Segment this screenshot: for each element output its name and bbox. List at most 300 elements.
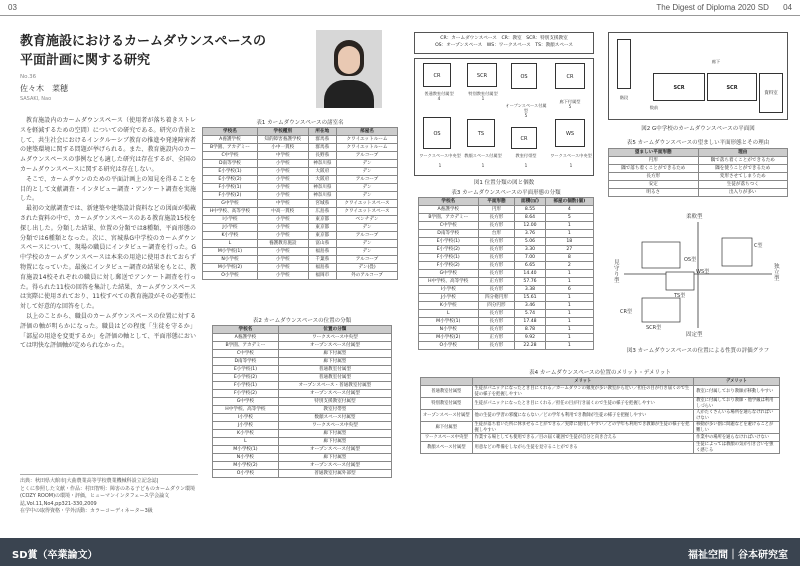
table5 bbox=[608, 148, 788, 197]
table-cell: 4 bbox=[545, 206, 593, 214]
table-header-cell: 学校種別 bbox=[257, 128, 308, 136]
table-cell: E小学校(1) bbox=[213, 366, 279, 374]
table-cell: 神奈川県 bbox=[308, 192, 336, 200]
paragraph: 最初の文献調査では、新建築や建築設計資料などの図面が掲載された資料の中で、カームダウンスペースのある教育施設15校を探し出した。分類した結果、位置の分類では8種類、平面形態の分類では6種類となった。次に、宮城県G中学校のカームダウンスペースについて、現場の職員にインタビュー調査を行った。G中学校のカームダウンスペースは本来の用途に使用されておらず物置になっていた。最後にインタビュー調査の結果をもとに、教育施設14校それぞれの職員に対し郵送でアンケート調査を行った。得られた11校の回答を集計した結果、カームダウンスペースは実際に使用されており、11校すべての教育施設がその必要性に対して好意的な回答をした。 bbox=[20, 205, 196, 311]
table-cell: G中学校 bbox=[203, 200, 258, 208]
table-cell: F小学校(1) bbox=[419, 254, 479, 262]
table-cell: 小学校 bbox=[257, 216, 308, 224]
table-cell: H中学校、高等学校 bbox=[213, 406, 279, 414]
table-cell: J小学校 bbox=[419, 294, 479, 302]
table-row bbox=[203, 264, 398, 272]
table-cell: 特別支援教室付属型 bbox=[278, 398, 391, 406]
table-cell: N小学校 bbox=[213, 454, 279, 462]
author-name: 佐々木 菜穂 bbox=[20, 84, 68, 93]
table-cell: D南等学校 bbox=[419, 230, 479, 238]
table-cell: ベンチデン bbox=[336, 216, 397, 224]
room-cr: CR bbox=[511, 127, 537, 149]
marker-label: TS型 bbox=[674, 293, 686, 299]
table-row bbox=[203, 224, 398, 232]
table-cell: デン bbox=[336, 184, 397, 192]
figure1-legend bbox=[414, 32, 594, 54]
table-cell: 正方形 bbox=[478, 278, 515, 286]
table-cell: A養護学校 bbox=[419, 206, 479, 214]
table-header-cell: 望ましい平面形態 bbox=[609, 149, 699, 157]
table-cell: 四分円形 bbox=[478, 302, 515, 310]
table-cell: 東京都 bbox=[308, 216, 336, 224]
table-cell: 知的障害養護学校 bbox=[257, 136, 308, 144]
table-cell: オープンスペース付属型 bbox=[278, 390, 391, 398]
table-row bbox=[419, 334, 594, 342]
table-cell: 出入りが多い bbox=[698, 189, 788, 197]
table-cell: 長方形 bbox=[478, 246, 515, 254]
table-row bbox=[421, 386, 780, 398]
corridor-label: 廊下 bbox=[711, 59, 721, 64]
table-cell: 長方形 bbox=[478, 286, 515, 294]
table-cell: G中学校 bbox=[419, 270, 479, 278]
table-row bbox=[419, 278, 594, 286]
table-row bbox=[213, 414, 392, 422]
author-photo bbox=[316, 30, 382, 108]
table-cell: 3.46 bbox=[515, 302, 545, 310]
table-cell: 神奈川県 bbox=[308, 184, 336, 192]
table-cell: 普通教室付属型 bbox=[278, 366, 391, 374]
table-row bbox=[421, 410, 780, 422]
table-cell: オープンスペース付属型 bbox=[278, 462, 391, 470]
table-cell: 生徒がパニックになったとき目にくれる／担任の目が行き届くので生徒の様子を把握しやすい bbox=[472, 398, 694, 410]
table-row bbox=[203, 216, 398, 224]
journal-title bbox=[656, 3, 792, 12]
table-cell: 長方形 bbox=[478, 262, 515, 270]
table-cell: 1 bbox=[545, 334, 593, 342]
table-row bbox=[203, 208, 398, 216]
table-cell: 東京都 bbox=[308, 224, 336, 232]
article-title bbox=[20, 32, 310, 70]
table-cell: N小学校 bbox=[203, 256, 258, 264]
table-cell: 廊下付属型 bbox=[278, 350, 391, 358]
table-row bbox=[419, 294, 594, 302]
table-row bbox=[421, 398, 780, 410]
table-row bbox=[213, 366, 392, 374]
table-cell: 1 bbox=[545, 302, 593, 310]
table-cell: 15.61 bbox=[515, 294, 545, 302]
table-cell: 廊下付属型 bbox=[278, 358, 391, 366]
table-cell: 14.40 bbox=[515, 270, 545, 278]
table-cell: 円形 bbox=[609, 157, 699, 165]
table-row bbox=[609, 181, 788, 189]
table-row bbox=[213, 350, 392, 358]
table-cell: 12.00 bbox=[515, 222, 545, 230]
note: とくに参照した文献・作品：村田智明：障害のある子どものカームダウン環境(COZY ROOM)の環境・評価，ヒューマンインタフェース学会論文誌,Vol.11,No4,pp321-330,2009 bbox=[20, 485, 196, 507]
table-cell: 特別教室付属型 bbox=[421, 398, 473, 410]
table-row bbox=[213, 358, 392, 366]
room-scr: SCR bbox=[467, 63, 497, 87]
table4 bbox=[420, 377, 780, 454]
axis-top-label: 柔軟型 bbox=[686, 214, 703, 220]
room-scr: SCR bbox=[653, 73, 705, 101]
table-row bbox=[213, 422, 392, 430]
block-label: 教顔スペース付属型 bbox=[464, 153, 502, 158]
table-cell: 教顔スペース付属型 bbox=[421, 442, 473, 454]
table-cell: 8.78 bbox=[515, 326, 545, 334]
table-cell: 他の生徒の学習の邪魔にならない／どの学年も利用でき教師が生徒の様子を把握しやすい bbox=[472, 410, 694, 422]
table-row bbox=[213, 398, 392, 406]
table-cell: 小学校 bbox=[257, 160, 308, 168]
table-row bbox=[421, 442, 780, 454]
table-cell: 長方形 bbox=[478, 270, 515, 278]
table-cell: 廊下付属型 bbox=[278, 438, 391, 446]
block-label: 特別教室付属型 bbox=[468, 91, 498, 96]
table-cell: 1 bbox=[545, 294, 593, 302]
table-cell: 22.28 bbox=[515, 342, 545, 350]
table-header-cell: 位置の分類 bbox=[278, 326, 391, 334]
table-row bbox=[213, 438, 392, 446]
table-header-cell: 学校名 bbox=[203, 128, 258, 136]
article-number: No.36 bbox=[20, 74, 37, 80]
table-cell: ワークスペース中央型 bbox=[278, 422, 391, 430]
table-row bbox=[419, 326, 594, 334]
table-cell: E小学校(1) bbox=[203, 168, 258, 176]
table-cell: クワイエットルーム bbox=[336, 144, 397, 152]
table-cell: 用意などの準備をしながら生徒を見守ることができる bbox=[472, 442, 694, 454]
table-row bbox=[203, 136, 398, 144]
marker-label: C型 bbox=[754, 243, 763, 249]
legend-line: OS：オープンスペース WS：ワークスペース TS：教顔スペース bbox=[435, 43, 573, 48]
front-label: 数前 bbox=[649, 105, 659, 110]
table-cell: 小学校 bbox=[257, 256, 308, 264]
table-cell: C中学校 bbox=[213, 350, 279, 358]
table-cell: デン(畳) bbox=[336, 264, 397, 272]
table-cell: 教室付帯型 bbox=[278, 406, 391, 414]
table-row bbox=[203, 192, 398, 200]
table-cell: 57.76 bbox=[515, 278, 545, 286]
table-cell: 作業する場としても使用できる／目の届く範囲で生徒が自分と向き合える bbox=[472, 434, 694, 442]
table5-caption: 表5 カームダウンスペースの望ましい平面形態とその理由 bbox=[626, 140, 770, 146]
table-cell: 長方形 bbox=[478, 222, 515, 230]
figure2-floorplan bbox=[608, 32, 788, 120]
table-cell: 明るさ bbox=[609, 189, 699, 197]
note: 在学中の取得資格・学外活動：カラーコーディネーター3級 bbox=[20, 508, 153, 514]
table-cell: C中学校 bbox=[419, 222, 479, 230]
table-row bbox=[419, 262, 594, 270]
table-cell: 5 bbox=[545, 214, 593, 222]
table-cell: F小学校(1) bbox=[213, 382, 279, 390]
table-cell: 長方形 bbox=[478, 310, 515, 318]
table-cell: 生徒が落ちつく bbox=[698, 181, 788, 189]
table-header-cell bbox=[421, 378, 473, 386]
table-cell: 外のアルコーブ bbox=[336, 272, 397, 280]
table-cell: 小学校 bbox=[257, 184, 308, 192]
room-cr: CR bbox=[423, 63, 451, 87]
stair-label: 階段 bbox=[619, 95, 629, 100]
table-row bbox=[203, 160, 398, 168]
table-cell: 長方形 bbox=[478, 214, 515, 222]
block-count: 1 bbox=[524, 163, 528, 168]
table-cell: 普通教室付属外部型 bbox=[278, 470, 391, 478]
block-label: オープンスペース付属型 bbox=[505, 103, 547, 113]
table-cell: 18 bbox=[545, 238, 593, 246]
table-cell: クワイエットルーム bbox=[336, 136, 397, 144]
table-cell: 生徒がパニックになったとき目にくれる／カームダウンの頻度が多い教室から近い／担任の目が行き届くので生徒の様子を把握しやすい bbox=[472, 386, 694, 398]
table-cell: 8 bbox=[545, 254, 593, 262]
block-count: 5 bbox=[524, 113, 528, 118]
table-cell: 神奈川県 bbox=[308, 160, 336, 168]
axis-bottom-label: 固定型 bbox=[686, 332, 703, 338]
table-cell: M小学校(2) bbox=[419, 334, 479, 342]
table-header-cell: 面積(㎡) bbox=[515, 198, 545, 206]
table-cell: 福島県 bbox=[308, 248, 336, 256]
table-cell: 1 bbox=[545, 222, 593, 230]
paragraph: そこで、カームダウンのための平面計画上の知見を得ることを目的として文献調査・インタビュー調査・アンケート調査を実施した。 bbox=[20, 175, 196, 203]
table-cell: アルコーブ bbox=[336, 232, 397, 240]
table-cell: デン bbox=[336, 160, 397, 168]
table-row bbox=[419, 286, 594, 294]
table-row bbox=[419, 214, 594, 222]
table-cell: 長方形 bbox=[478, 326, 515, 334]
table-cell: O小学校 bbox=[203, 272, 258, 280]
table-cell: 長方形 bbox=[609, 173, 699, 181]
table-cell: 小学校 bbox=[257, 224, 308, 232]
table-cell: 普通教室付属型 bbox=[421, 386, 473, 398]
table-cell: 小学校 bbox=[257, 232, 308, 240]
article-title-line: 教育施設におけるカームダウンスペースの bbox=[20, 34, 266, 49]
table-cell: M小学校(1) bbox=[419, 318, 479, 326]
table-cell: 円形 bbox=[478, 206, 515, 214]
table-row bbox=[213, 382, 392, 390]
table-cell: O小学校 bbox=[213, 470, 279, 478]
stair-block bbox=[617, 39, 631, 89]
table-cell: 中学校 bbox=[257, 152, 308, 160]
table-row bbox=[203, 152, 398, 160]
table-cell: アルコーブ bbox=[336, 256, 397, 264]
page-number-right: 04 bbox=[783, 3, 792, 12]
table-cell: 作業中の場所を通らなければいけない bbox=[694, 434, 780, 442]
block-count: 4 bbox=[437, 96, 441, 101]
room-cr: CR bbox=[555, 63, 585, 89]
axis-left-label: 見守り型 bbox=[614, 260, 620, 284]
table-cell: D南等学校 bbox=[203, 160, 258, 168]
table-cell: 3.38 bbox=[515, 286, 545, 294]
table-cell: 小学校 bbox=[257, 176, 308, 184]
table-cell: ワークスペース中央型 bbox=[278, 334, 391, 342]
block-count: 1 bbox=[481, 96, 485, 101]
table-cell: 隅で落ち着くことができるため bbox=[698, 157, 788, 165]
table-cell: K小学校 bbox=[213, 430, 279, 438]
table-cell: 普通教室付属型 bbox=[278, 374, 391, 382]
table-cell: 中学校 bbox=[257, 200, 308, 208]
table-row bbox=[203, 200, 398, 208]
table-cell: 人がたくさんいる場所を通らなければいけない bbox=[694, 410, 780, 422]
table3 bbox=[418, 197, 594, 350]
room-storage: 資料室 bbox=[759, 73, 783, 113]
table-cell: 長野県 bbox=[308, 152, 336, 160]
table-cell: I小学校 bbox=[203, 216, 258, 224]
figure1-diagram bbox=[414, 58, 594, 176]
table-cell: 3.30 bbox=[515, 246, 545, 254]
table-cell: 富山県 bbox=[308, 240, 336, 248]
legend-line: CR：カームダウンスペース CR：教室 SCR：特別支援教室 bbox=[440, 36, 568, 41]
table-row bbox=[609, 165, 788, 173]
table-cell: 5.06 bbox=[515, 238, 545, 246]
axis-lines bbox=[614, 212, 782, 340]
table-cell: M小学校(2) bbox=[213, 462, 279, 470]
table-row bbox=[419, 342, 594, 350]
table-cell: 1 bbox=[545, 326, 593, 334]
journal-section: SD bbox=[757, 3, 769, 12]
table-cell: アルコーブ bbox=[336, 176, 397, 184]
table-cell: 変形させてしまうため bbox=[698, 173, 788, 181]
footer-award: SD賞（卒業論文） bbox=[12, 550, 98, 561]
table-cell: クワイエットスペース bbox=[336, 208, 397, 216]
table-cell: A養護学校 bbox=[213, 334, 279, 342]
table-cell: O小学校 bbox=[419, 342, 479, 350]
table-row bbox=[421, 422, 780, 434]
table-cell: オープンスペース付属型 bbox=[278, 342, 391, 350]
table-cell: 長方形 bbox=[478, 254, 515, 262]
table-cell: 小学校 bbox=[257, 248, 308, 256]
table-cell: 教室に付属しており教師が移動しやすい bbox=[694, 386, 780, 398]
table-cell: 安定 bbox=[609, 181, 699, 189]
table-row bbox=[609, 157, 788, 165]
table-cell: 1 bbox=[545, 342, 593, 350]
table3-caption: 表3 カームダウンスペースの平面形態の分類 bbox=[451, 190, 561, 196]
table-cell: 3.76 bbox=[515, 230, 545, 238]
article-body bbox=[20, 116, 196, 351]
table-cell: クワイエットスペース bbox=[336, 200, 397, 208]
block-count: 1 bbox=[438, 163, 442, 168]
table-header-cell: 平面形態 bbox=[478, 198, 515, 206]
note: 出典：秋田県大館市|大曲農業高等学校農業機械科設立記念誌| bbox=[20, 478, 159, 484]
table-cell: N小学校 bbox=[419, 326, 479, 334]
table-cell: 6.65 bbox=[515, 262, 545, 270]
block-label: 普通教室付属型 bbox=[424, 91, 454, 96]
table-cell: 四分楕円形 bbox=[478, 294, 515, 302]
marker-label: OS型 bbox=[684, 257, 697, 263]
table-cell: 小学校 bbox=[257, 264, 308, 272]
table-row bbox=[419, 238, 594, 246]
table-cell: デン bbox=[336, 248, 397, 256]
table-cell: M小学校(1) bbox=[213, 446, 279, 454]
block-count: 1 bbox=[569, 163, 573, 168]
table-row bbox=[203, 232, 398, 240]
figure3-caption: 図3 カームダウンスペースの位置による性質の評価グラフ bbox=[626, 348, 770, 354]
table-cell: A養護学校 bbox=[203, 136, 258, 144]
table-header-cell: 学校名 bbox=[213, 326, 279, 334]
table-cell: E小学校(2) bbox=[203, 176, 258, 184]
table-cell: I小学校 bbox=[213, 414, 279, 422]
room-ts: TS bbox=[467, 119, 495, 147]
room-os: OS bbox=[423, 117, 451, 149]
marker-label: CR型 bbox=[620, 309, 632, 315]
table-cell: L bbox=[203, 240, 258, 248]
block-label: ワークスペース中央型 bbox=[550, 153, 592, 158]
table-cell: デン bbox=[336, 240, 397, 248]
table-cell: K小学校 bbox=[419, 302, 479, 310]
table-row bbox=[203, 176, 398, 184]
table-cell: D南等学校 bbox=[213, 358, 279, 366]
axis-right-label: 独立型 bbox=[774, 264, 780, 282]
block-count: 5 bbox=[568, 104, 572, 109]
block-label: 廊下付属型 bbox=[559, 99, 581, 104]
block-label: 教室付帯型 bbox=[515, 153, 537, 158]
table-row bbox=[213, 462, 392, 470]
block-count: 1 bbox=[481, 163, 485, 168]
room-os: OS bbox=[511, 63, 537, 89]
table-cell: 東京都 bbox=[308, 232, 336, 240]
table-header-cell: 理由 bbox=[698, 149, 788, 157]
table-header-cell: 所在地 bbox=[308, 128, 336, 136]
table-cell: E小学校(2) bbox=[213, 374, 279, 382]
table-cell: J小学校 bbox=[213, 422, 279, 430]
paragraph: 教育施設内のカームダウンスペース（使用者が落ち着きストレスを軽減するための空間）についての研究である。研究の背景として、共生社会におけるインクルーシブ教育の推進や発達障害者の建築環境に関する問題が挙げられる。また、教育施設内のカームダウンスペースの事例なども適した研究は存在するが、全国のカームダウンスペースに関する研究は存在しない。 bbox=[20, 117, 196, 173]
table-cell: 長方形 bbox=[478, 318, 515, 326]
table-cell: 群馬県 bbox=[308, 136, 336, 144]
table-cell: 宮城県 bbox=[308, 200, 336, 208]
page-number-left: 03 bbox=[8, 3, 17, 12]
table-cell: 養護教育施設 bbox=[257, 240, 308, 248]
table-cell: 1 bbox=[545, 278, 593, 286]
table-cell: F小学校(2) bbox=[213, 390, 279, 398]
table-cell: 群馬県 bbox=[308, 144, 336, 152]
table-header-cell: メリット bbox=[472, 378, 694, 386]
table-cell: C中学校 bbox=[203, 152, 258, 160]
table-header-cell: 学校名 bbox=[419, 198, 479, 206]
table-cell: 廊下付属型 bbox=[278, 454, 391, 462]
article-title-line: 平面計画に関する研究 bbox=[20, 53, 151, 68]
table-cell: 移動が多い割に問題などを避けることが難しい bbox=[694, 422, 780, 434]
table1-caption: 表1 カームダウンスペースの諸室名 bbox=[256, 120, 344, 126]
table-row bbox=[213, 342, 392, 350]
table-row bbox=[213, 390, 392, 398]
table-cell: 長方形 bbox=[478, 238, 515, 246]
table-cell: L bbox=[419, 310, 479, 318]
table-row bbox=[419, 206, 594, 214]
table-row bbox=[203, 256, 398, 264]
table-cell: 6 bbox=[545, 286, 593, 294]
table-row bbox=[419, 318, 594, 326]
table-cell: F小学校(2) bbox=[203, 192, 258, 200]
table-cell: 廊下付属型 bbox=[421, 422, 473, 434]
table-cell: 小学校 bbox=[257, 272, 308, 280]
table-cell: F小学校(1) bbox=[203, 184, 258, 192]
table-cell: 8.55 bbox=[515, 206, 545, 214]
table-cell: F小学校(2) bbox=[419, 262, 479, 270]
table-cell: M小学校(2) bbox=[203, 264, 258, 272]
table-cell: 正方形 bbox=[478, 334, 515, 342]
table-row bbox=[213, 406, 392, 414]
table-row bbox=[419, 254, 594, 262]
table-cell: J小学校 bbox=[203, 224, 258, 232]
table-header-cell: デメリット bbox=[694, 378, 780, 386]
table-cell: 中高一貫校 bbox=[257, 208, 308, 216]
table-header-cell: 部屋名 bbox=[336, 128, 397, 136]
table-row bbox=[419, 246, 594, 254]
figure3-graph bbox=[614, 212, 782, 340]
table-cell: 福岡市 bbox=[308, 272, 336, 280]
table-row bbox=[203, 168, 398, 176]
page-header bbox=[0, 0, 800, 16]
table-row bbox=[203, 184, 398, 192]
table-row bbox=[213, 334, 392, 342]
table-cell: 大阪府 bbox=[308, 176, 336, 184]
table4-caption: 表4 カームダウンスペースの位置のメリット・デメリット bbox=[529, 370, 671, 376]
paragraph: 以上のことから、職員のカームダウンスペースの位置に対する評価の軸が明らかになった。職員はどの程度「生徒を守るか」「部屋の用途を変更するか」を評価の軸として、平面形態においては明快な評価軸が定められなかった。 bbox=[20, 312, 196, 350]
table-cell: 1 bbox=[545, 318, 593, 326]
table-row bbox=[213, 454, 392, 462]
footer-lab: 福祉空間｜谷本研究室 bbox=[688, 550, 788, 561]
table-cell: アルコーブ bbox=[336, 152, 397, 160]
table-row bbox=[421, 434, 780, 442]
figure1-caption: 図1 位置分類の図と個数 bbox=[473, 180, 535, 186]
